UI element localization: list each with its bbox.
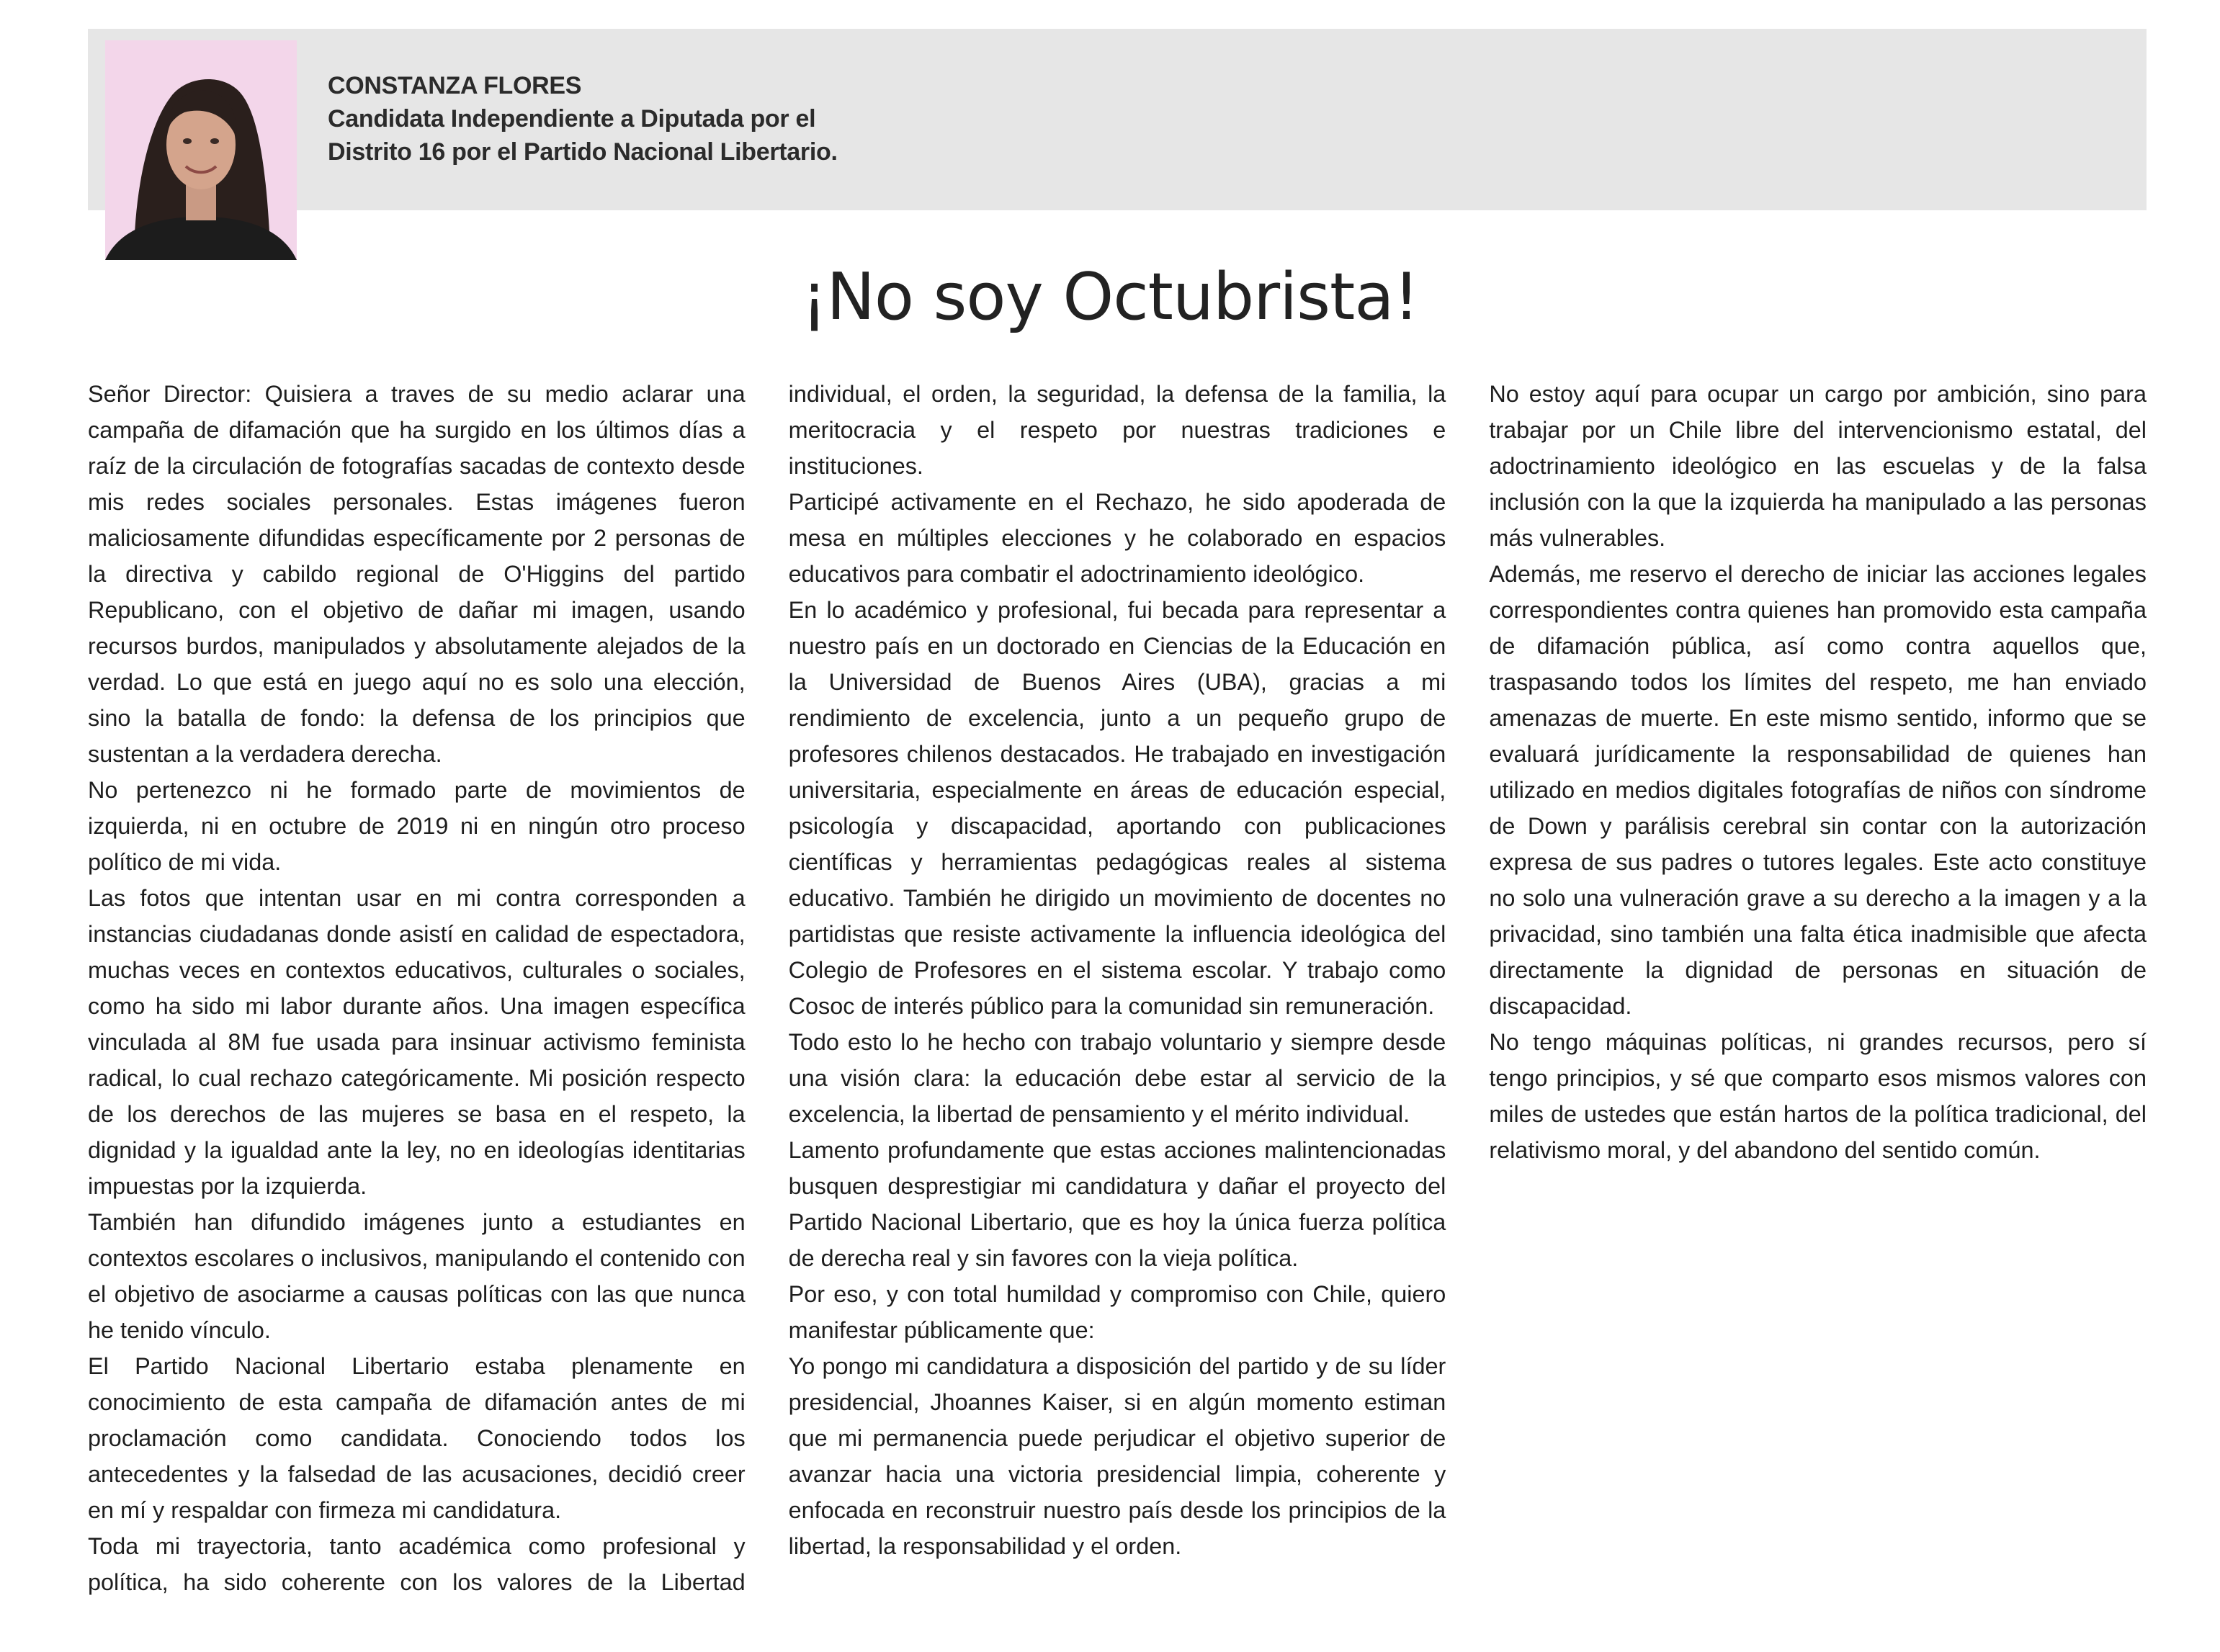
article-paragraph: No tengo máquinas políticas, ni grandes recursos, pero sí tengo principios, y sé que comparto esos mismos valores con miles de ustedes que están hartos de la política tradicional, del relativismo moral, y del abandono del sentido común. [1489, 1029, 2147, 1163]
article-paragraph: Toda mi trayectoria, tanto académica como profesional y política, ha sido coherente con los valores de la Libertad individual, el orden, la seguridad, la defensa de la familia, la meritocracia y el respeto por nuestras tradiciones e instituciones. [88, 381, 1446, 1595]
author-byline [328, 69, 1480, 169]
author-role-line-2: Distrito 16 por el Partido Nacional Libertario. [328, 138, 838, 166]
article-paragraph: Yo pongo mi candidatura a disposición del partido y de su líder presidencial, Jhoannes Kaiser, si en algún momento estiman que mi permanencia puede perjudicar el objetivo superior de avanzar hacia una victoria presidencial limpia, coherente y enfocada en reconstruir nuestro país desde los principios de la libertad, la responsabilidad y el orden. [788, 1353, 1446, 1559]
author-name: CONSTANZA FLORES [328, 72, 582, 99]
author-role-line-1: Candidata Independiente a Diputada por el [328, 105, 816, 133]
article-paragraph: No pertenezco ni he formado parte de movimientos de izquierda, ni en octubre de 2019 ni en ningún otro proceso político de mi vida. [88, 777, 746, 875]
article-paragraph: Todo esto lo he hecho con trabajo voluntario y siempre desde una visión clara: la educación debe estar al servicio de la excelencia, la libertad de pensamiento y el mérito individual. [788, 1029, 1446, 1127]
article-paragraph: No estoy aquí para ocupar un cargo por ambición, sino para trabajar por un Chile libre del intervencionismo estatal, del adoctrinamiento ideológico en las escuelas y de la falsa inclusión con la que la izquierda ha manipulado a las personas más vulnerables. [1489, 381, 2147, 551]
author-portrait-image [105, 40, 297, 260]
article-body [88, 376, 2147, 1600]
article-paragraph: En lo académico y profesional, fui becada para representar a nuestro país en un doctorado en Ciencias de la Educación en la Universidad de Buenos Aires (UBA), gracias a mi rendimiento de excelencia, junto a un pequeño grupo de profesores chilenos destacados. He trabajado en investigación universitaria, especialmente en áreas de educación especial, psicología y discapacidad, aportando con publicaciones científicas y herramientas pedagógicas reales al sistema educativo. También he dirigido un movimiento de docentes no partidistas que resiste activamente la influencia ideológica del Colegio de Profesores en el sistema escolar. Y trabajo como Cosoc de interés público para la comunidad sin remuneración. [788, 597, 1446, 1019]
article-paragraph: También han difundido imágenes junto a estudiantes en contextos escolares o inclusivos, manipulando el contenido con el objetivo de asociarme a causas políticas con las que nunca he tenido vínculo. [88, 1209, 746, 1343]
article-paragraph: Además, me reservo el derecho de iniciar las acciones legales correspondientes contra quienes han promovido esta campaña de difamación pública, así como contra aquellos que, traspasando todos los límites del respeto, me han enviado amenazas de muerte. En este mismo sentido, informo que se evaluará jurídicamente la responsabilidad de quienes han utilizado en medios digitales fotografías de niños con síndrome de Down y parálisis cerebral sin contar con la autorización expresa de sus padres o tutores legales. Este acto constituye no solo una vulneración grave a su derecho a la imagen y a la privacidad, sino también una falta ética inadmisible que afecta directamente la dignidad de personas en situación de discapacidad. [1489, 561, 2147, 1019]
article-paragraph: Lamento profundamente que estas acciones malintencionadas busquen desprestigiar mi candidatura y dañar el proyecto del Partido Nacional Libertario, que es hoy la única fuerza política de derecha real y sin favores con la vieja política. [788, 1137, 1446, 1271]
article-headline: ¡No soy Octubrista! [801, 259, 1419, 335]
author-photo [105, 40, 297, 260]
article-paragraph: Señor Director: Quisiera a traves de su medio aclarar una campaña de difamación que ha surgido en los últimos días a raíz de la circulación de fotografías sacadas de contexto desde mis redes sociales personales. Estas imágenes fueron maliciosamente difundidas específicamente por 2 personas de la directiva y cabildo regional de O'Higgins del partido Republicano, con el objetivo de dañar mi imagen, usando recursos burdos, manipulados y absolutamente alejados de la verdad. Lo que está en juego aquí no es solo una elección, sino la batalla de fondo: la defensa de los principios que sustentan a la verdadera derecha. [88, 381, 746, 767]
article-paragraph: Participé activamente en el Rechazo, he sido apoderada de mesa en múltiples elecciones y he colaborado en espacios educativos para combatir el adoctrinamiento ideológico. [788, 489, 1446, 587]
article-paragraph: Las fotos que intentan usar en mi contra corresponden a instancias ciudadanas donde asistí en calidad de espectadora, muchas veces en contextos educativos, culturales o sociales, como ha sido mi labor durante años. Una imagen específica vinculada al 8M fue usada para insinuar activismo feminista radical, lo cual rechazo categóricamente. Mi posición respecto de los derechos de las mujeres se basa en el respeto, la dignidad y la igualdad ante la ley, no en ideologías identitarias impuestas por la izquierda. [88, 885, 746, 1199]
article-paragraph: El Partido Nacional Libertario estaba plenamente en conocimiento de esta campaña de difamación antes de mi proclamación como candidata. Conociendo todos los antecedentes y la falsedad de las acusaciones, decidió creer en mí y respaldar con firmeza mi candidatura. [88, 1353, 746, 1523]
article-paragraph: Por eso, y con total humildad y compromiso con Chile, quiero manifestar públicamente que: [788, 1281, 1446, 1343]
